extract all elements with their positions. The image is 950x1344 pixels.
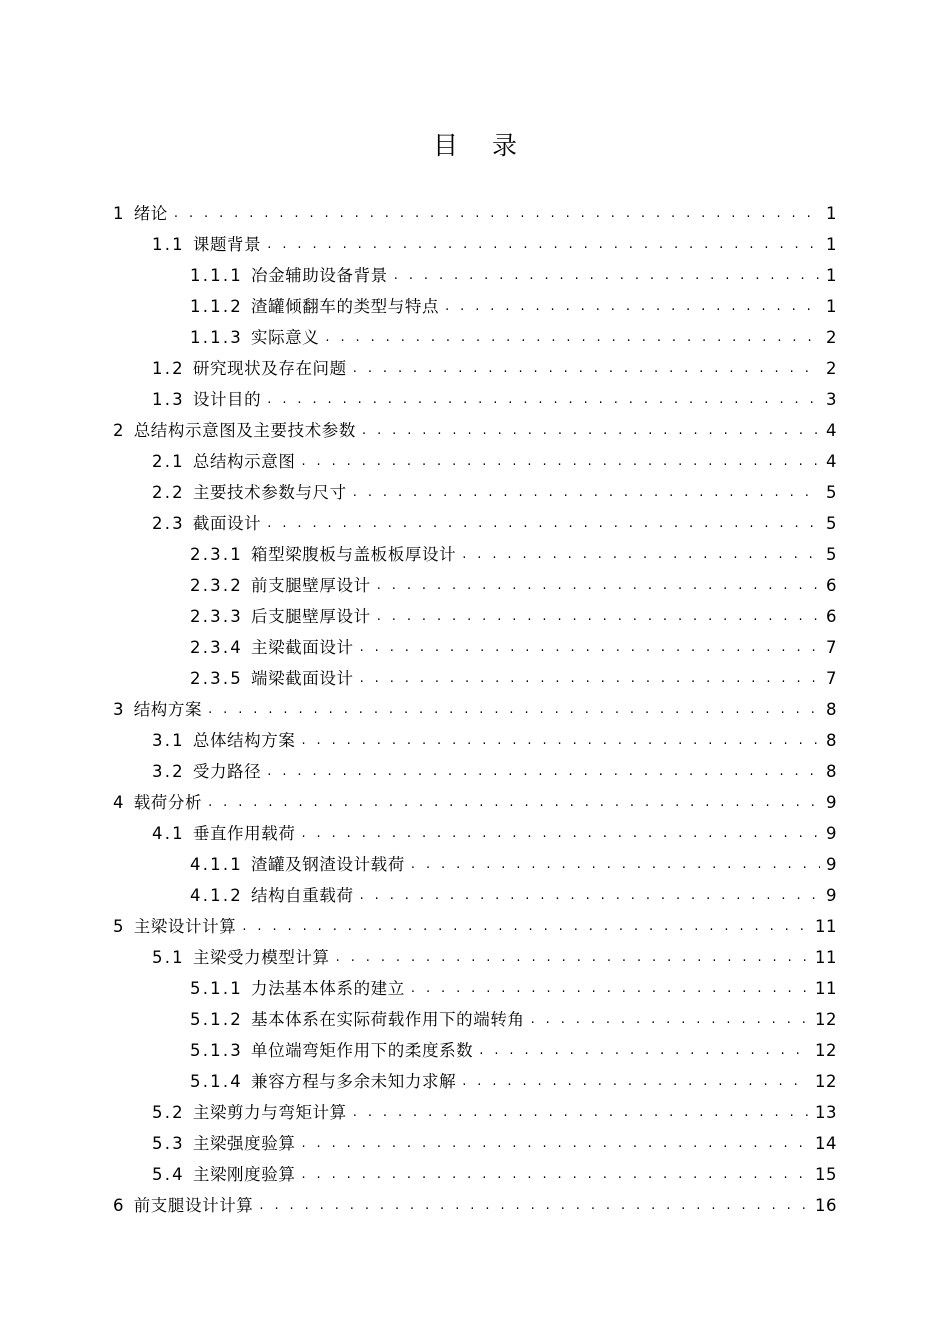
toc-entry-number: 2.3.1 xyxy=(190,545,243,564)
dot-leader xyxy=(267,508,820,539)
dot-leader xyxy=(301,446,820,477)
toc-title-char-2: 录 xyxy=(492,131,518,160)
dot-leader xyxy=(325,322,820,353)
toc-entry-label: 总结构示意图及主要技术参数 xyxy=(133,421,357,440)
dot-leader xyxy=(208,787,820,818)
toc-entry[interactable] xyxy=(113,415,837,446)
toc-entry-page-number: 15 xyxy=(815,1165,837,1184)
dot-leader xyxy=(462,1066,809,1097)
toc-entry-page-number: 11 xyxy=(815,948,837,967)
toc-entry-label: 箱型梁腹板与盖板板厚设计 xyxy=(250,545,457,564)
toc-entry-page-number: 11 xyxy=(815,979,837,998)
toc-entry-number: 5.1.2 xyxy=(190,1010,243,1029)
toc-entry-page-number: 6 xyxy=(826,607,837,626)
toc-entry-page-number: 12 xyxy=(815,1041,837,1060)
toc-entry-label: 端梁截面设计 xyxy=(250,669,354,688)
toc-entry[interactable] xyxy=(113,973,837,1004)
toc-entry-page-number: 5 xyxy=(826,545,837,564)
toc-entry[interactable] xyxy=(113,787,837,818)
toc-entry-number: 4 xyxy=(113,793,126,812)
toc-entry[interactable] xyxy=(113,756,837,787)
dot-leader xyxy=(362,415,820,446)
dot-leader xyxy=(360,880,820,911)
toc-entry[interactable] xyxy=(113,1066,837,1097)
toc-entry[interactable] xyxy=(113,353,837,384)
toc-entry-page-number: 7 xyxy=(826,638,837,657)
dot-leader xyxy=(174,198,820,229)
toc-entry-label: 研究现状及存在问题 xyxy=(192,359,347,378)
toc-entry-label: 单位端弯矩作用下的柔度系数 xyxy=(250,1041,474,1060)
toc-entry-label: 后支腿壁厚设计 xyxy=(250,607,371,626)
toc-entry-number: 2.3.3 xyxy=(190,607,243,626)
dot-leader xyxy=(336,942,809,973)
toc-entry-number: 3 xyxy=(113,700,126,719)
dot-leader xyxy=(531,1004,809,1035)
toc-entry-label: 力法基本体系的建立 xyxy=(250,979,405,998)
dot-leader xyxy=(394,260,820,291)
toc-entry[interactable] xyxy=(113,818,837,849)
dot-leader xyxy=(267,756,820,787)
toc-entry[interactable] xyxy=(113,322,837,353)
dot-leader xyxy=(242,911,809,942)
toc-entry-number: 6 xyxy=(113,1196,126,1215)
toc-entry-number: 5.1 xyxy=(152,948,185,967)
dot-leader xyxy=(353,1097,809,1128)
toc-entry-number: 1.1.1 xyxy=(190,266,243,285)
toc-entry[interactable] xyxy=(113,1097,837,1128)
toc-entry-label: 载荷分析 xyxy=(133,793,203,812)
toc-entry-page-number: 4 xyxy=(826,452,837,471)
toc-entry[interactable] xyxy=(113,570,837,601)
toc-entry[interactable] xyxy=(113,1159,837,1190)
toc-entry-number: 4.1.1 xyxy=(190,855,243,874)
toc-entry[interactable] xyxy=(113,911,837,942)
toc-entry-label: 渣罐倾翻车的类型与特点 xyxy=(250,297,440,316)
toc-entry[interactable] xyxy=(113,1190,837,1221)
toc-entry-page-number: 1 xyxy=(826,266,837,285)
toc-entry-page-number: 13 xyxy=(815,1103,837,1122)
toc-title xyxy=(0,128,950,164)
toc-entry-number: 2.3.5 xyxy=(190,669,243,688)
toc-entry[interactable] xyxy=(113,291,837,322)
toc-entry-number: 5.3 xyxy=(152,1134,185,1153)
toc-list xyxy=(113,198,837,1221)
dot-leader xyxy=(208,694,820,725)
toc-entry-label: 前支腿设计计算 xyxy=(133,1196,254,1215)
toc-entry[interactable] xyxy=(113,198,837,229)
toc-entry-page-number: 14 xyxy=(815,1134,837,1153)
toc-entry[interactable] xyxy=(113,694,837,725)
toc-entry-label: 受力路径 xyxy=(192,762,262,781)
dot-leader xyxy=(411,973,809,1004)
toc-entry-page-number: 3 xyxy=(826,390,837,409)
toc-entry-number: 5.2 xyxy=(152,1103,185,1122)
toc-entry-label: 基本体系在实际荷载作用下的端转角 xyxy=(250,1010,525,1029)
toc-title-char-1: 目 xyxy=(432,131,458,160)
toc-entry-number: 3.1 xyxy=(152,731,185,750)
toc-entry-page-number: 12 xyxy=(815,1010,837,1029)
toc-entry-label: 结构方案 xyxy=(133,700,203,719)
toc-entry-number: 5.4 xyxy=(152,1165,185,1184)
toc-entry[interactable] xyxy=(113,632,837,663)
toc-entry-label: 总结构示意图 xyxy=(192,452,296,471)
toc-entry[interactable] xyxy=(113,508,837,539)
dot-leader xyxy=(377,601,820,632)
dot-leader xyxy=(301,1159,809,1190)
toc-entry-page-number: 1 xyxy=(826,204,837,223)
toc-entry-page-number: 16 xyxy=(815,1196,837,1215)
toc-entry-label: 课题背景 xyxy=(192,235,262,254)
toc-entry-page-number: 8 xyxy=(826,762,837,781)
dot-leader xyxy=(377,570,820,601)
toc-entry-label: 冶金辅助设备背景 xyxy=(250,266,388,285)
toc-entry[interactable] xyxy=(113,1035,837,1066)
toc-entry-number: 1.1.2 xyxy=(190,297,243,316)
dot-leader xyxy=(411,849,820,880)
toc-entry-number: 2.1 xyxy=(152,452,185,471)
toc-entry-number: 2.3.2 xyxy=(190,576,243,595)
dot-leader xyxy=(360,663,820,694)
toc-entry-label: 总体结构方案 xyxy=(192,731,296,750)
toc-entry-label: 截面设计 xyxy=(192,514,262,533)
toc-entry[interactable] xyxy=(113,477,837,508)
toc-entry-number: 5 xyxy=(113,917,126,936)
toc-entry-page-number: 2 xyxy=(826,359,837,378)
toc-entry-page-number: 8 xyxy=(826,731,837,750)
toc-entry-number: 2.3.4 xyxy=(190,638,243,657)
toc-entry-label: 绪论 xyxy=(133,204,168,223)
toc-entry[interactable] xyxy=(113,1128,837,1159)
dot-leader xyxy=(267,229,820,260)
toc-entry-label: 渣罐及钢渣设计载荷 xyxy=(250,855,405,874)
dot-leader xyxy=(462,539,820,570)
toc-entry-page-number: 7 xyxy=(826,669,837,688)
toc-entry-label: 主梁强度验算 xyxy=(192,1134,296,1153)
toc-entry-label: 主要技术参数与尺寸 xyxy=(192,483,347,502)
toc-entry-label: 实际意义 xyxy=(250,328,320,347)
toc-entry-number: 5.1.4 xyxy=(190,1072,243,1091)
toc-entry-label: 主梁设计计算 xyxy=(133,917,237,936)
toc-entry[interactable] xyxy=(113,539,837,570)
toc-entry[interactable] xyxy=(113,384,837,415)
toc-entry-number: 2.2 xyxy=(152,483,185,502)
dot-leader xyxy=(301,1128,809,1159)
toc-entry[interactable] xyxy=(113,601,837,632)
dot-leader xyxy=(445,291,820,322)
toc-entry-number: 2 xyxy=(113,421,126,440)
toc-entry-label: 主梁受力模型计算 xyxy=(192,948,330,967)
dot-leader xyxy=(479,1035,809,1066)
dot-leader xyxy=(267,384,820,415)
dot-leader xyxy=(259,1190,809,1221)
toc-entry-page-number: 9 xyxy=(826,855,837,874)
toc-entry[interactable] xyxy=(113,725,837,756)
toc-entry[interactable] xyxy=(113,849,837,880)
toc-entry-number: 4.1 xyxy=(152,824,185,843)
toc-entry[interactable] xyxy=(113,229,837,260)
toc-entry[interactable] xyxy=(113,260,837,291)
toc-entry-label: 结构自重载荷 xyxy=(250,886,354,905)
dot-leader xyxy=(301,725,820,756)
toc-entry-number: 3.2 xyxy=(152,762,185,781)
dot-leader xyxy=(360,632,820,663)
toc-entry-label: 兼容方程与多余未知力求解 xyxy=(250,1072,457,1091)
toc-entry-number: 5.1.3 xyxy=(190,1041,243,1060)
dot-leader xyxy=(301,818,820,849)
toc-entry-number: 1.3 xyxy=(152,390,185,409)
toc-entry-page-number: 12 xyxy=(815,1072,837,1091)
toc-entry-label: 前支腿壁厚设计 xyxy=(250,576,371,595)
dot-leader xyxy=(353,477,820,508)
toc-entry-label: 主梁剪力与弯矩计算 xyxy=(192,1103,347,1122)
dot-leader xyxy=(353,353,820,384)
toc-entry-page-number: 9 xyxy=(826,824,837,843)
toc-entry-number: 1.1 xyxy=(152,235,185,254)
toc-entry-page-number: 1 xyxy=(826,297,837,316)
toc-entry-page-number: 6 xyxy=(826,576,837,595)
toc-entry-number: 1.2 xyxy=(152,359,185,378)
toc-entry[interactable] xyxy=(113,1004,837,1035)
toc-entry[interactable] xyxy=(113,880,837,911)
toc-entry[interactable] xyxy=(113,942,837,973)
toc-entry-page-number: 9 xyxy=(826,886,837,905)
toc-entry-label: 主梁截面设计 xyxy=(250,638,354,657)
toc-entry[interactable] xyxy=(113,663,837,694)
toc-entry-number: 1.1.3 xyxy=(190,328,243,347)
toc-entry-label: 主梁刚度验算 xyxy=(192,1165,296,1184)
toc-entry-label: 垂直作用载荷 xyxy=(192,824,296,843)
toc-entry-page-number: 2 xyxy=(826,328,837,347)
toc-entry-page-number: 1 xyxy=(826,235,837,254)
toc-entry-page-number: 9 xyxy=(826,793,837,812)
toc-entry-page-number: 4 xyxy=(826,421,837,440)
toc-entry-number: 4.1.2 xyxy=(190,886,243,905)
toc-entry-page-number: 11 xyxy=(815,917,837,936)
toc-entry-number: 1 xyxy=(113,204,126,223)
toc-entry[interactable] xyxy=(113,446,837,477)
toc-entry-number: 2.3 xyxy=(152,514,185,533)
toc-entry-number: 5.1.1 xyxy=(190,979,243,998)
toc-entry-page-number: 8 xyxy=(826,700,837,719)
toc-entry-page-number: 5 xyxy=(826,483,837,502)
toc-entry-label: 设计目的 xyxy=(192,390,262,409)
toc-entry-page-number: 5 xyxy=(826,514,837,533)
